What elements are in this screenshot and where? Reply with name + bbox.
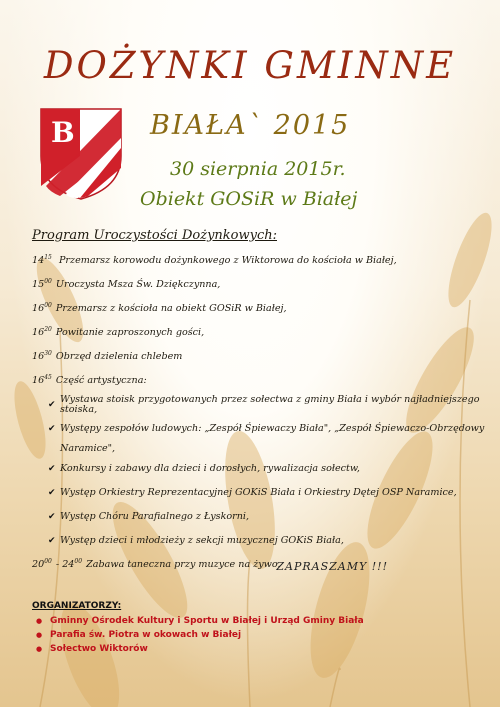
checkmark-icon: ✔	[48, 399, 56, 410]
organizers-list	[32, 614, 364, 656]
organizers-label: ORGANIZATORZY:	[32, 601, 122, 611]
program-heading: Program Uroczystości Dożynkowych:	[32, 228, 277, 243]
program-item: 15 $^{00}$ Uroczysta Msza Św. Dziękczynna,	[32, 278, 221, 291]
bullet-icon: ●	[35, 645, 43, 653]
program-item: 14 $^{15}$ Przemarsz korowodu dożynkowego z Wiktorowa do kościoła w Białej,	[32, 254, 397, 267]
program-item: 16 $^{30}$ Obrzęd dzielenia chlebem	[32, 350, 183, 363]
event-venue: Obiekt GOSiR w Białej	[140, 188, 358, 210]
program-item: 16 $^{00}$ Przemarsz z kościoła na obiekt GOSiR w Białej,	[32, 302, 287, 315]
checkmark-icon: ✔	[48, 463, 56, 474]
bullet-icon: ●	[35, 617, 43, 625]
checkmark-icon: ✔	[48, 423, 56, 434]
organizer-item: ● Gminny Ośrodek Kultury i Sportu w Białej i Urząd Gminy Biała	[32, 614, 364, 628]
check-item: ✔ Występ dzieci i młodzieży z sekcji muzycznej GOKiS Biała,	[48, 535, 344, 547]
closing-invitation: ZAPRASZAMY !!!	[276, 560, 388, 573]
bullet-icon: ●	[35, 631, 43, 639]
check-item: ✔ Występy zespołów ludowych: „Zespół Śpiewaczy Biała", „Zespół Śpiewaczo-Obrzędowy	[48, 423, 485, 435]
program-section	[32, 229, 492, 577]
checkmark-icon: ✔	[48, 487, 56, 498]
check-item: ✔ Występ Chóru Parafialnego z Łyskorni,	[48, 511, 250, 523]
coat-of-arms-icon	[40, 108, 122, 200]
evening-item: 20 $^{00}$ - 24 $^{00}$ Zabawa taneczna przy muzyce na żywo.	[32, 558, 281, 571]
page-title: DOŻYNKI GMINNE	[43, 44, 457, 87]
event-date: 30 sierpnia 2015r.	[170, 158, 346, 180]
checkmark-icon: ✔	[48, 535, 56, 546]
program-item: 16 $^{20}$ Powitanie zaproszonych gości,	[32, 326, 205, 339]
check-item: ✔ Konkursy i zabawy dla dzieci i dorosłych, rywalizacja sołectw,	[48, 463, 360, 475]
check-item: ✔ Wystawa stoisk przygotowanych przez sołectwa z gminy Biała i wybór najładniejszego stoiska,	[48, 394, 480, 415]
checkmark-icon: ✔	[48, 511, 56, 522]
crest-letter: B	[51, 116, 75, 149]
check-item: ✔ Występ Orkiestry Reprezentacyjnej GOKiS Biała i Orkiestry Dętej OSP Naramice,	[48, 487, 457, 499]
organizer-item: ● Parafia św. Piotra w okowach w Białej	[32, 628, 364, 642]
program-item: 16 $^{45}$ Część artystyczna:	[32, 374, 147, 387]
check-item-continuation: Naramice",	[60, 443, 116, 455]
organizer-item: ● Sołectwo Wiktorów	[32, 642, 364, 656]
subtitle: BIAŁA` 2015	[150, 110, 351, 141]
